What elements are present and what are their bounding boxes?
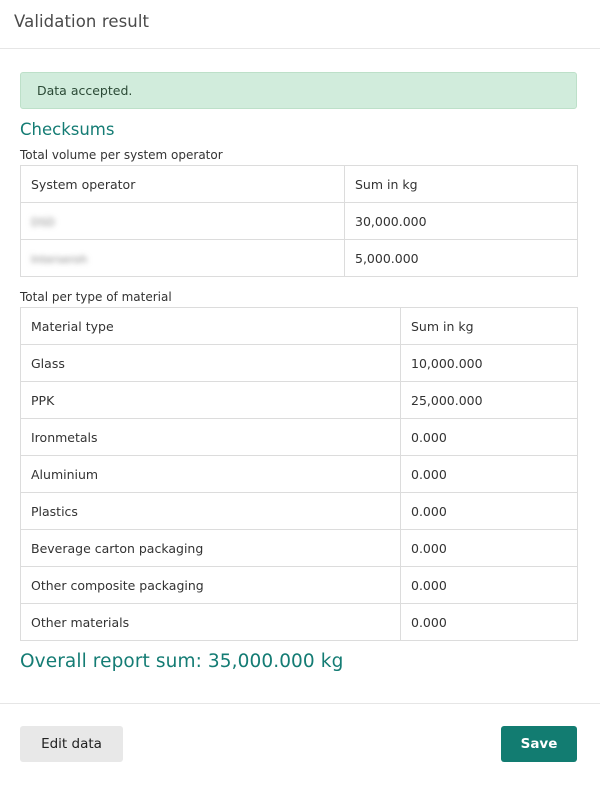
success-alert — [20, 72, 577, 109]
material-name-cell: PPK — [21, 382, 401, 419]
materials-table-caption: Total per type of material — [20, 290, 172, 304]
material-sum-cell: 0.000 — [401, 456, 578, 493]
material-sum-cell: 0.000 — [401, 493, 578, 530]
table-header-row — [21, 166, 578, 203]
table-row — [21, 604, 578, 641]
material-sum-cell: 25,000.000 — [401, 382, 578, 419]
operator-name-blurred: Interseroh — [31, 252, 88, 266]
checksums-heading: Checksums — [20, 120, 115, 139]
overall-report-sum: Overall report sum: 35,000.000 kg — [20, 651, 344, 672]
table-row — [21, 419, 578, 456]
dialog-title: Validation result — [14, 12, 150, 31]
operator-name-blurred: DSD — [31, 215, 55, 229]
operators-table-caption: Total volume per system operator — [20, 148, 223, 162]
edit-data-button[interactable]: Edit data — [20, 726, 123, 762]
materials-table — [20, 307, 578, 641]
material-name-cell: Other materials — [21, 604, 401, 641]
table-row — [21, 240, 578, 277]
save-button[interactable]: Save — [501, 726, 577, 762]
material-name-cell: Plastics — [21, 493, 401, 530]
material-name-cell: Other composite packaging — [21, 567, 401, 604]
material-name-cell: Ironmetals — [21, 419, 401, 456]
table-row — [21, 567, 578, 604]
material-sum-cell: 0.000 — [401, 530, 578, 567]
table-row — [21, 382, 578, 419]
table-row — [21, 203, 578, 240]
operator-name-cell — [21, 240, 345, 277]
table-row — [21, 456, 578, 493]
column-header-sum: Sum in kg — [345, 166, 578, 203]
operator-name-cell — [21, 203, 345, 240]
footer-divider — [0, 703, 600, 704]
column-header-system-operator: System operator — [21, 166, 345, 203]
operators-table — [20, 165, 578, 277]
table-row — [21, 493, 578, 530]
operator-sum-cell: 5,000.000 — [345, 240, 578, 277]
material-sum-cell: 10,000.000 — [401, 345, 578, 382]
material-sum-cell: 0.000 — [401, 604, 578, 641]
success-alert-text: Data accepted. — [37, 83, 133, 98]
table-row — [21, 345, 578, 382]
material-name-cell: Beverage carton packaging — [21, 530, 401, 567]
column-header-sum: Sum in kg — [401, 308, 578, 345]
column-header-material-type: Material type — [21, 308, 401, 345]
material-name-cell: Glass — [21, 345, 401, 382]
material-name-cell: Aluminium — [21, 456, 401, 493]
dialog-header — [0, 0, 600, 49]
material-sum-cell: 0.000 — [401, 567, 578, 604]
table-header-row — [21, 308, 578, 345]
material-sum-cell: 0.000 — [401, 419, 578, 456]
table-row — [21, 530, 578, 567]
operator-sum-cell: 30,000.000 — [345, 203, 578, 240]
